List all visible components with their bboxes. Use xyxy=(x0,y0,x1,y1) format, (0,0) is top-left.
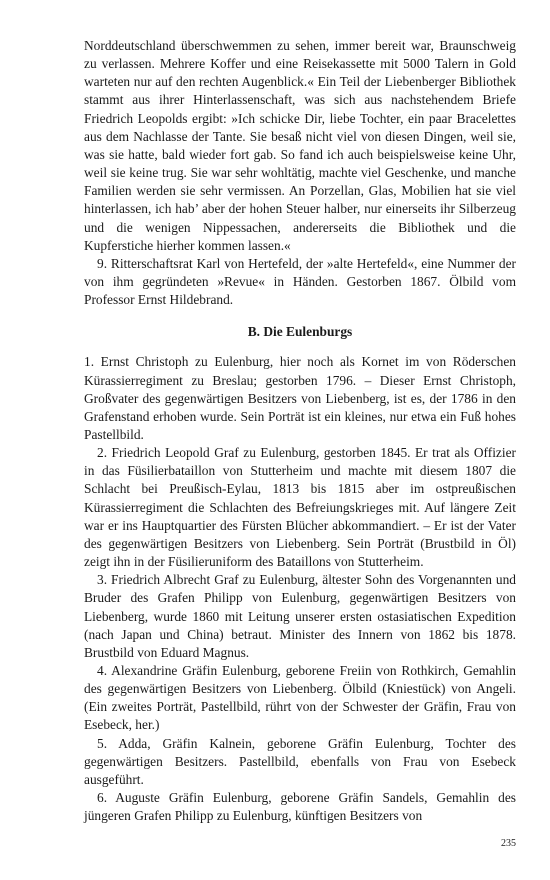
section-heading: B. Die Eulenburgs xyxy=(247,324,353,340)
page-number: 235 xyxy=(501,838,516,849)
list-item-4: 4. Alexandrine Gräfin Eulenburg, geborene Freiin von Rothkirch, Gemahlin des gegenwärtigen Besitzers von Liebenberg. Ölbild (Kniestück) von Angeli. (Ein zweites Porträt, Pastellbild, rührt von der Schwester der Gräfin, Frau von Esebeck, her.) xyxy=(84,663,516,733)
list-item-5: 5. Adda, Gräfin Kalnein, geborene Gräfin Eulenburg, Tochter des gegenwärtigen Besitzers. Pastellbild, ebenfalls von Frau von Esebeck ausgeführt. xyxy=(84,735,516,787)
list-item-1: 1. Ernst Christoph zu Eulenburg, hier noch als Kornet im von Röderschen Kürassierregiment zu Breslau; gestorben 1796. – Dieser Ernst Christoph, Großvater des gegenwärtigen Besitzers von Liebenberg, ist es, der 1786 in den Grafenstand erhoben wurde. Sein Porträt ist ein kleines, nur etwa ein Fuß hohes Pastellbild. xyxy=(84,354,516,442)
page-body xyxy=(84,37,516,825)
list-item-6: 6. Auguste Gräfin Eulenburg, geborene Gräfin Sandels, Gemahlin des jüngeren Grafen Philipp zu Eulenburg, künftigen Besitzers von xyxy=(84,790,516,824)
list-item-9: 9. Ritterschaftsrat Karl von Hertefeld, der »alte Hertefeld«, eine Nummer der von ihm gegründeten »Revue« in Händen. Gestorben 1867. Ölbild vom Professor Ernst Hildebrand. xyxy=(84,255,516,308)
intro-paragraph: Norddeutschland überschwemmen zu sehen, immer bereit war, Braunschweig zu verlassen. Mehrere Koffer und eine Reisekassette mit 5000 Talern in Gold warteten nur auf den rechten Augenblick.« Ein Teil der Liebenberger Bibliothek stammt aus ihrer Hinterlassenschaft, was sich aus nachstehendem Briefe Friedrich Leopolds ergibt: »Ich schicke Dir, liebe Tochter, ein paar Bracelettes aus dem Nachlasse der Tante. Sie besaß nicht viel von diesen Dingen, weil sie, was sie hatte, bald wieder fort gab. So fand ich auch beispielsweise keine Uhr, weil sie keine trug. Sie war sehr wohltätig, machte viel Geschenke, und manche Familien werden sie sehr vermissen. An Porzellan, Glas, Mobilien hat sie viel hinterlassen, ich hab’ aber der hohen Steuer halber, nur einerseits ihr Silberzeug und die wenigen Nippessachen, andererseits die Bibliothek und die Kupferstiche hierher kommen lassen.« xyxy=(84,38,516,253)
list-item-2: 2. Friedrich Leopold Graf zu Eulenburg, gestorben 1845. Er trat als Offizier in das Füsilierbataillon von Stutterheim und machte mit diesem 1807 die Schlacht bei Preußisch-Eylau, 1813 bis 1815 aber im ostpreußischen Kürassierregiment die Schlachten des Befreiungskrieges mit. Auf längere Zeit war er ins Hauptquartier des Fürsten Blücher abkommandiert. – Er ist der Vater des gegenwärtigen Besitzers von Liebenberg. Sein Porträt (Brustbild in Öl) zeigt ihn in der Füsilieruniform des Bataillons von Stutterheim. xyxy=(84,445,516,570)
list-item-3: 3. Friedrich Albrecht Graf zu Eulenburg, ältester Sohn des Vorgenannten und Bruder des Grafen Philipp von Eulenburg, gegenwärtigen Besitzers von Liebenberg, wurde 1860 mit Leitung unserer ersten ostasiatischen Expedition (nach Japan und China) betraut. Minister des Innern von 1862 bis 1878. Brustbild von Eduard Magnus. xyxy=(84,572,516,660)
